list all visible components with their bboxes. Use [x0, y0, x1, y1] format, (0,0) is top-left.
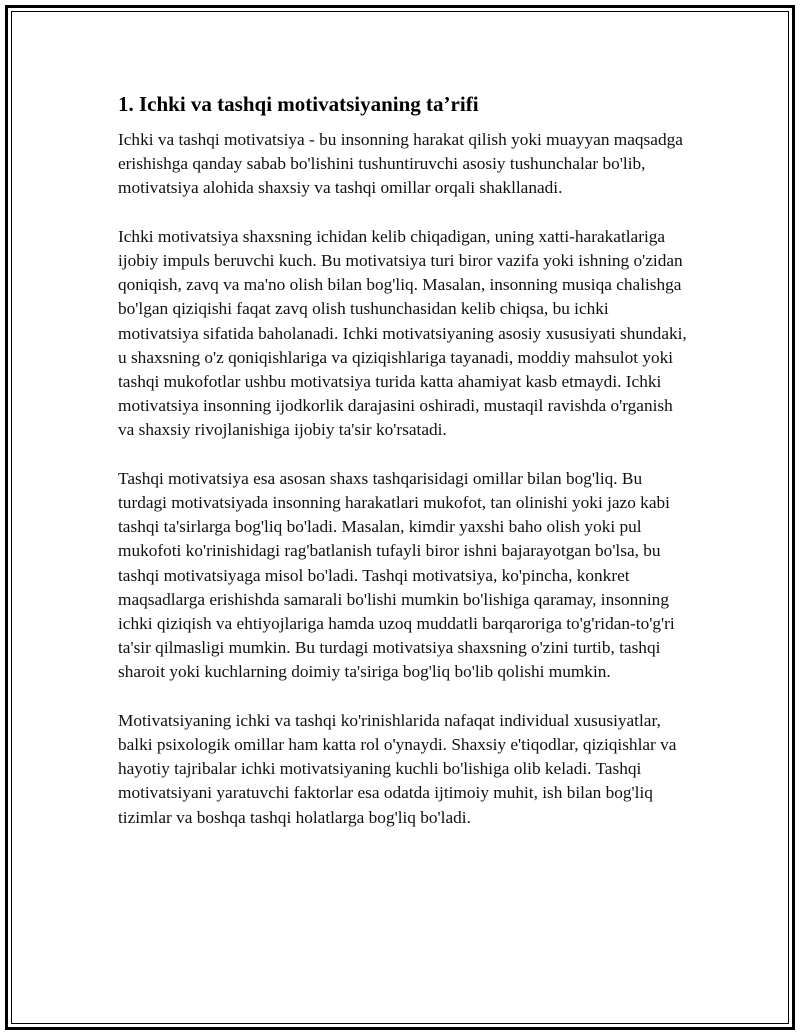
paragraph-definition: Ichki va tashqi motivatsiya - bu insonning harakat qilish yoki muayyan maqsadga erishishga qanday sabab bo'lishini tushuntiruvchi asosiy tushunchalar bo'lib, motivatsiya alohida shaxsiy va tashqi omillar orqali shakllanadi.: [118, 130, 683, 198]
section-heading: 1. Ichki va tashqi motivatsiyaning ta’rifi: [118, 92, 479, 116]
paragraph-intrinsic-motivation: Ichki motivatsiya shaxsning ichidan kelib chiqadigan, uning xatti-harakatlariga ijobiy impuls beruvchi kuch. Bu motivatsiya turi biror vazifa yoki ishning o'zidan qoniqish, zavq va ma'no olish bilan bog'liq. Masalan, insonning musiqa chalishga bo'lgan qiziqishi faqat zavq olish tushunchasidan kelib chiqsa, bu ichki motivatsiya sifatida baholanadi. Ichki motivatsiyaning asosiy xususiyati shundaki, u shaxsning o'z qoniqishlariga va qiziqishlariga tayanadi, moddiy mahsulot yoki tashqi mukofotlar ushbu motivatsiya turida katta ahamiyat kasb etmaydi. Ichki motivatsiya insonning ijodkorlik darajasini oshiradi, mustaqil ravishda o'rganish va shaxsiy rivojlanishiga ijobiy ta'sir ko'rsatadi.: [118, 226, 687, 440]
paragraph-extrinsic-motivation: Tashqi motivatsiya esa asosan shaxs tashqarisidagi omillar bilan bog'liq. Bu turdagi motivatsiyada insonning harakatlari mukofot, tan olinishi yoki jazo kabi tashqi ta'sirlarga bog'liq bo'ladi. Masalan, kimdir yaxshi baho olish yoki pul mukofoti ko'rinishidagi rag'batlanish tufayli biror ishni bajarayotgan bo'lsa, bu tashqi motivatsiyaga misol bo'ladi. Tashqi motivatsiya, ko'pincha, konkret maqsadlarga erishishda samarali bo'lishi mumkin bo'lishiga qaramay, insonning ichki qiziqish va ehtiyojlariga hamda uzoq muddatli barqaroriga to'g'ridan-to'g'ri ta'sir qilmasligi mumkin. Bu turdagi motivatsiya shaxsning o'zini turtib, tashqi sharoit yoki kuchlarning doimiy ta'siriga bog'liq bo'lib qolishi mumkin.: [118, 468, 675, 682]
paragraph-factors: Motivatsiyaning ichki va tashqi ko'rinishlarida nafaqat individual xususiyatlar, balki psixologik omillar ham katta rol o'ynaydi. Shaxsiy e'tiqodlar, qiziqishlar va hayotiy tajribalar ichki motivatsiyaning kuchli bo'lishiga olib keladi. Tashqi motivatsiyani yaratuvchi faktorlar esa odatda ijtimoiy muhit, ish bilan bog'liq tizimlar va boshqa tashqi holatlarga bog'liq bo'ladi.: [118, 710, 677, 827]
document-body: [118, 90, 693, 854]
